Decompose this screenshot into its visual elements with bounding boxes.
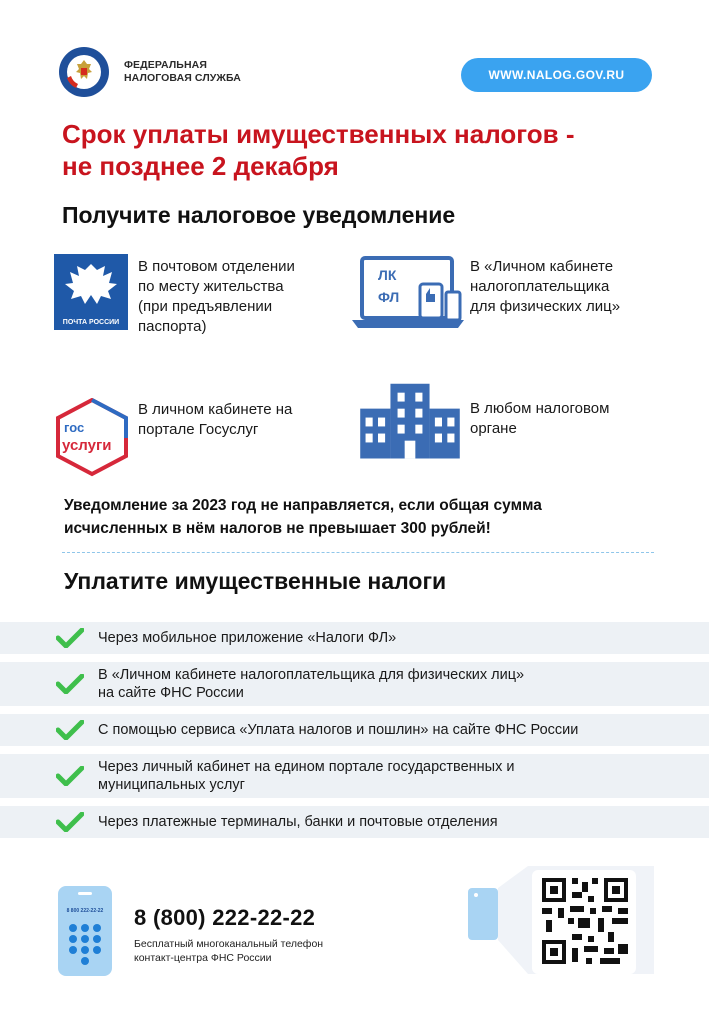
hotline-desc-line1: Бесплатный многоканальный телефон <box>134 938 324 950</box>
option-gosuslugi-text <box>138 400 292 440</box>
lk-icon-text: ЛК <box>378 267 397 283</box>
phone-icon-number: 8 800 222-22-22 <box>66 908 104 914</box>
option-text-line: (при предъявлении <box>138 298 273 315</box>
option-text-line: налогоплательщика <box>470 278 610 295</box>
pay-method-row <box>0 754 709 798</box>
option-gosuslugi <box>54 398 292 478</box>
option-text-line: портале Госуслуг <box>138 421 259 438</box>
option-text-line: органе <box>470 420 517 437</box>
option-post-office-text <box>138 257 295 337</box>
gosuslugi-logo-icon <box>54 398 130 478</box>
pay-method-line: муниципальных услуг <box>98 777 245 793</box>
russian-post-logo-icon <box>54 254 130 334</box>
dashed-divider <box>62 552 654 553</box>
hotline-desc-line2: контакт-центра ФНС России <box>134 952 272 964</box>
building-icon <box>350 382 470 462</box>
agency-name-line2: НАЛОГОВАЯ СЛУЖБА <box>124 72 241 84</box>
phone-keypad-icon <box>58 886 112 976</box>
post-logo-text: ПОЧТА РОССИИ <box>62 319 120 326</box>
laptop-lk-icon <box>350 254 470 334</box>
checkmark-icon <box>56 766 84 786</box>
option-text-line: В личном кабинете на <box>138 401 293 418</box>
pay-method-line: В «Личном кабинете налогоплательщика для физических лиц» <box>98 667 525 683</box>
option-text-line: В «Личном кабинете <box>470 258 614 275</box>
phone-scan-icon <box>468 888 498 940</box>
option-tax-office <box>350 382 609 462</box>
checkmark-icon <box>56 628 84 648</box>
website-link-button[interactable]: WWW.NALOG.GOV.RU <box>461 58 652 92</box>
hotline-phone-number[interactable]: 8 (800) 222-22-22 <box>134 905 316 930</box>
notice-line2: исчисленных в нём налогов не превышает 300 рублей! <box>64 520 491 537</box>
page-title <box>62 118 662 182</box>
agency-name-line1: ФЕДЕРАЛЬНАЯ <box>124 59 207 71</box>
pay-method-line: на сайте ФНС России <box>98 685 244 701</box>
pay-method-line: Через мобильное приложение «Налоги ФЛ» <box>98 630 397 646</box>
pay-method-line: Через личный кабинет на едином портале государственных и <box>98 759 515 775</box>
pay-method-row <box>0 622 709 654</box>
option-text-line: В почтовом отделении <box>138 258 295 275</box>
checkmark-icon <box>56 812 84 832</box>
get-notice-heading: Получите налоговое уведомление <box>62 202 456 228</box>
option-text-line: В любом налоговом <box>470 400 610 417</box>
uslugi-logo-text: услуги <box>62 437 112 454</box>
option-personal-account-text <box>470 257 670 317</box>
pay-method-row <box>0 714 709 746</box>
gos-logo-text: гос <box>64 420 85 435</box>
pay-method-row <box>0 806 709 838</box>
pay-method-line: С помощью сервиса «Уплата налогов и пошлин» на сайте ФНС России <box>98 722 579 738</box>
option-personal-account <box>350 254 670 334</box>
fns-emblem-icon <box>58 46 110 98</box>
option-text-line: паспорта) <box>138 318 207 335</box>
checkmark-icon <box>56 674 84 694</box>
pay-heading: Уплатите имущественные налоги <box>64 568 447 594</box>
pay-method-row <box>0 662 709 706</box>
notice-line1: Уведомление за 2023 год не направляется, если общая сумма <box>64 497 542 514</box>
hotline-description <box>134 937 323 965</box>
option-tax-office-text <box>470 399 609 439</box>
pay-method-text <box>98 629 396 647</box>
qr-code-area[interactable] <box>468 856 654 978</box>
option-text-line: по месту жительства <box>138 278 284 295</box>
pay-method-text <box>98 666 524 702</box>
threshold-notice <box>64 494 664 540</box>
pay-method-text <box>98 758 514 794</box>
pay-method-line: Через платежные терминалы, банки и почтовые отделения <box>98 814 498 830</box>
option-text-line: для физических лиц» <box>470 298 621 315</box>
fl-icon-text: ФЛ <box>378 289 400 305</box>
pay-method-text <box>98 813 498 831</box>
option-post-office <box>54 254 295 337</box>
page-title-line1: Срок уплаты имущественных налогов - <box>62 119 575 149</box>
header <box>58 44 658 104</box>
agency-name <box>124 59 241 85</box>
page-title-line2: не позднее 2 декабря <box>62 151 339 181</box>
pay-method-text <box>98 721 578 739</box>
checkmark-icon <box>56 720 84 740</box>
